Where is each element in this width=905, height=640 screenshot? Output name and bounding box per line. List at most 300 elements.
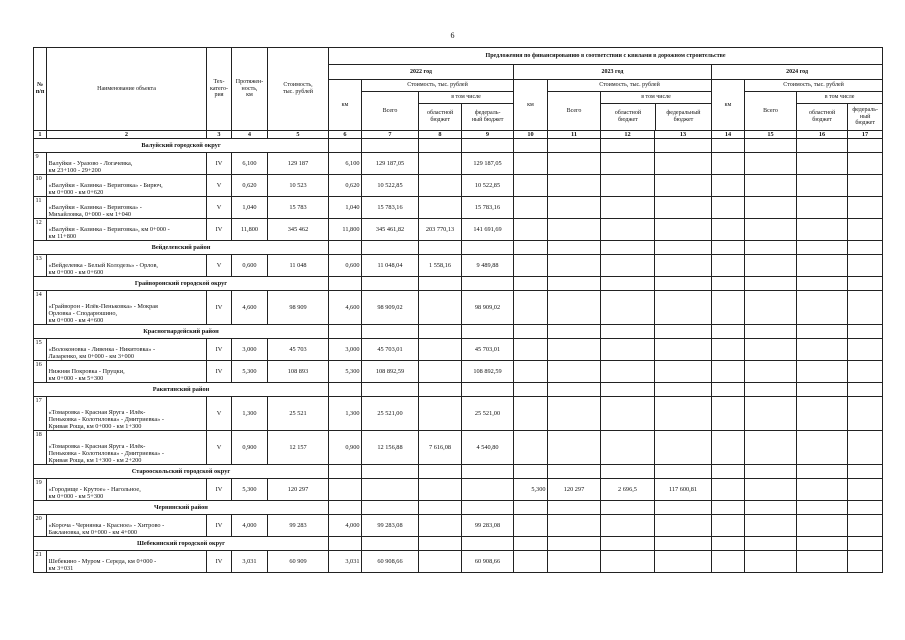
total-2023 bbox=[548, 339, 601, 361]
km-2023 bbox=[514, 197, 548, 219]
region-title: Валуйский городской округ bbox=[34, 139, 329, 153]
empty-cell bbox=[797, 383, 848, 397]
regional-2022 bbox=[419, 361, 462, 383]
total-2023: 120 297 bbox=[548, 479, 601, 501]
total-2023 bbox=[548, 361, 601, 383]
header-km-2022: км bbox=[329, 80, 362, 131]
total-2024 bbox=[745, 197, 797, 219]
empty-cell bbox=[797, 277, 848, 291]
km-2022: 1,040 bbox=[329, 197, 362, 219]
header-category: Тех- катего- рия bbox=[207, 48, 232, 131]
empty-cell bbox=[462, 501, 514, 515]
length-km: 0,600 bbox=[232, 255, 268, 277]
km-2024 bbox=[712, 339, 745, 361]
empty-cell bbox=[329, 139, 362, 153]
column-number: 16 bbox=[797, 131, 848, 139]
object-name: «Валуйки - Казинка - Вериговка», км 0+000 - км 11+800 bbox=[47, 219, 207, 241]
region-row bbox=[34, 241, 883, 255]
empty-cell bbox=[655, 241, 712, 255]
empty-cell bbox=[514, 465, 548, 479]
total-2022: 15 783,16 bbox=[362, 197, 419, 219]
empty-cell bbox=[548, 325, 601, 339]
total-2022: 10 522,85 bbox=[362, 175, 419, 197]
total-2024 bbox=[745, 551, 797, 573]
empty-cell bbox=[848, 277, 883, 291]
tech-category: V bbox=[207, 175, 232, 197]
total-cost: 98 909 bbox=[268, 291, 329, 325]
column-number: 5 bbox=[268, 131, 329, 139]
tech-category: IV bbox=[207, 153, 232, 175]
object-name: «Томаровка - Красная Яруга - Илёк- Пеньковка - Колотиловка» - Дмитриевка» - Кривая Роща, км 1+300 - км 2+200 bbox=[47, 431, 207, 465]
length-km: 6,100 bbox=[232, 153, 268, 175]
header-federal-2022: федераль- ный бюджет bbox=[471, 110, 504, 123]
empty-cell bbox=[548, 501, 601, 515]
km-2023 bbox=[514, 291, 548, 325]
empty-cell bbox=[462, 139, 514, 153]
header-incl-2023 bbox=[601, 92, 712, 131]
financing-table bbox=[33, 47, 883, 573]
object-name: «Валуйки - Казинка - Вериговка» - Михайловка, 0+000 - км 1+040 bbox=[47, 197, 207, 219]
empty-cell bbox=[712, 501, 745, 515]
km-2023 bbox=[514, 515, 548, 537]
empty-cell bbox=[655, 537, 712, 551]
regional-2024 bbox=[797, 197, 848, 219]
table-row bbox=[34, 197, 883, 219]
object-name: «Короча - Чернянка - Красное» - Хитрово - Баклановка, км 0+000 - км 4+000 bbox=[47, 515, 207, 537]
regional-2024 bbox=[797, 291, 848, 325]
km-2024 bbox=[712, 479, 745, 501]
empty-cell bbox=[419, 501, 462, 515]
regional-2024 bbox=[797, 175, 848, 197]
empty-cell bbox=[329, 383, 362, 397]
total-2022: 45 703,01 bbox=[362, 339, 419, 361]
federal-2022: 15 783,16 bbox=[462, 197, 514, 219]
federal-2024 bbox=[848, 197, 883, 219]
regional-2023 bbox=[601, 197, 655, 219]
total-cost: 45 703 bbox=[268, 339, 329, 361]
empty-cell bbox=[745, 465, 797, 479]
length-km: 3,031 bbox=[232, 551, 268, 573]
total-2024 bbox=[745, 361, 797, 383]
header-km-2023: км bbox=[514, 80, 548, 131]
federal-2023 bbox=[655, 397, 712, 431]
federal-2024 bbox=[848, 291, 883, 325]
object-name: Нижняя Покровка - Пруцки, км 0+000 - км 5+300 bbox=[47, 361, 207, 383]
total-2022: 108 892,59 bbox=[362, 361, 419, 383]
total-2022: 345 461,82 bbox=[362, 219, 419, 241]
empty-cell bbox=[712, 241, 745, 255]
header-regional-2024: областной бюджет bbox=[797, 104, 848, 130]
table-row bbox=[34, 339, 883, 361]
column-number: 10 bbox=[514, 131, 548, 139]
object-name: Шебекино - Муром - Середа, км 0+000 - км 3+031 bbox=[47, 551, 207, 573]
object-name: Валуйки - Уразово - Логачевка, км 23+100 - 29+200 bbox=[47, 153, 207, 175]
federal-2023 bbox=[655, 291, 712, 325]
row-number: 17 bbox=[34, 397, 47, 431]
row-number: 18 bbox=[34, 431, 47, 465]
regional-2022 bbox=[419, 197, 462, 219]
header-year-2024: 2024 год bbox=[712, 65, 883, 80]
header-year-2023: 2023 год bbox=[514, 65, 712, 80]
region-title: Чернянский район bbox=[34, 501, 329, 515]
table-row bbox=[34, 515, 883, 537]
row-number: 20 bbox=[34, 515, 47, 537]
regional-2022 bbox=[419, 397, 462, 431]
federal-2024 bbox=[848, 515, 883, 537]
empty-cell bbox=[362, 325, 419, 339]
federal-2023 bbox=[655, 197, 712, 219]
km-2024 bbox=[712, 515, 745, 537]
regional-2022 bbox=[419, 515, 462, 537]
regional-2024 bbox=[797, 479, 848, 501]
empty-cell bbox=[514, 241, 548, 255]
tech-category: V bbox=[207, 197, 232, 219]
length-km: 0,620 bbox=[232, 175, 268, 197]
empty-cell bbox=[419, 465, 462, 479]
regional-2022 bbox=[419, 291, 462, 325]
total-2023 bbox=[548, 255, 601, 277]
tech-category: IV bbox=[207, 219, 232, 241]
km-2024 bbox=[712, 291, 745, 325]
empty-cell bbox=[601, 241, 655, 255]
federal-2022: 4 540,80 bbox=[462, 431, 514, 465]
table-row bbox=[34, 255, 883, 277]
row-number: 9 bbox=[34, 153, 47, 175]
empty-cell bbox=[601, 501, 655, 515]
km-2023 bbox=[514, 361, 548, 383]
total-cost: 60 909 bbox=[268, 551, 329, 573]
regional-2023 bbox=[601, 175, 655, 197]
empty-cell bbox=[362, 241, 419, 255]
km-2023 bbox=[514, 397, 548, 431]
length-km: 3,000 bbox=[232, 339, 268, 361]
km-2024 bbox=[712, 397, 745, 431]
federal-2023 bbox=[655, 515, 712, 537]
row-number: 13 bbox=[34, 255, 47, 277]
object-name: «Валуйки - Казинка - Вериговка» - Бирюч, км 0+000 - км 0+620 bbox=[47, 175, 207, 197]
total-2022: 129 187,05 bbox=[362, 153, 419, 175]
federal-2024 bbox=[848, 219, 883, 241]
region-title: Шебекинский городской округ bbox=[34, 537, 329, 551]
empty-cell bbox=[362, 501, 419, 515]
federal-2023 bbox=[655, 339, 712, 361]
regional-2024 bbox=[797, 219, 848, 241]
table-row bbox=[34, 291, 883, 325]
federal-2024 bbox=[848, 431, 883, 465]
empty-cell bbox=[601, 465, 655, 479]
empty-cell bbox=[848, 537, 883, 551]
tech-category: IV bbox=[207, 361, 232, 383]
empty-cell bbox=[329, 501, 362, 515]
total-2024 bbox=[745, 153, 797, 175]
regional-2023 bbox=[601, 255, 655, 277]
column-number: 4 bbox=[232, 131, 268, 139]
federal-2022: 25 521,00 bbox=[462, 397, 514, 431]
regional-2023 bbox=[601, 153, 655, 175]
empty-cell bbox=[419, 325, 462, 339]
empty-cell bbox=[655, 277, 712, 291]
table-row bbox=[34, 175, 883, 197]
empty-cell bbox=[797, 501, 848, 515]
km-2022: 11,800 bbox=[329, 219, 362, 241]
km-2022: 5,300 bbox=[329, 361, 362, 383]
regional-2024 bbox=[797, 431, 848, 465]
length-km: 5,300 bbox=[232, 479, 268, 501]
region-row bbox=[34, 139, 883, 153]
tech-category: V bbox=[207, 431, 232, 465]
federal-2023 bbox=[655, 219, 712, 241]
federal-2023: 117 600,81 bbox=[655, 479, 712, 501]
header-including-2024: в том числе bbox=[797, 92, 882, 104]
empty-cell bbox=[548, 277, 601, 291]
regional-2022 bbox=[419, 175, 462, 197]
empty-cell bbox=[419, 383, 462, 397]
length-km: 4,600 bbox=[232, 291, 268, 325]
empty-cell bbox=[548, 465, 601, 479]
empty-cell bbox=[548, 383, 601, 397]
row-number: 10 bbox=[34, 175, 47, 197]
length-km: 0,900 bbox=[232, 431, 268, 465]
total-cost: 129 187 bbox=[268, 153, 329, 175]
empty-cell bbox=[329, 241, 362, 255]
header-regional-2022: областной бюджет bbox=[419, 104, 462, 130]
km-2024 bbox=[712, 197, 745, 219]
header-cost-2022: Стоимость, тыс. рублей bbox=[362, 80, 514, 92]
empty-cell bbox=[462, 325, 514, 339]
empty-cell bbox=[548, 241, 601, 255]
empty-cell bbox=[848, 501, 883, 515]
empty-cell bbox=[462, 241, 514, 255]
object-name: «Волоконовка - Ливенка - Никитовка» - Лазаренко, км 0+000 - км 3+000 bbox=[47, 339, 207, 361]
header-proposals: Предложения по финансированию в соответствии с квилами в дорожном строительстве bbox=[329, 48, 883, 65]
km-2022: 6,100 bbox=[329, 153, 362, 175]
empty-cell bbox=[655, 325, 712, 339]
km-2024 bbox=[712, 255, 745, 277]
federal-2024 bbox=[848, 153, 883, 175]
empty-cell bbox=[514, 325, 548, 339]
empty-cell bbox=[712, 325, 745, 339]
total-cost: 11 048 bbox=[268, 255, 329, 277]
row-number: 16 bbox=[34, 361, 47, 383]
km-2022: 3,031 bbox=[329, 551, 362, 573]
row-number: 14 bbox=[34, 291, 47, 325]
header-including-2022: в том числе bbox=[419, 92, 513, 104]
length-km: 11,800 bbox=[232, 219, 268, 241]
regional-2024 bbox=[797, 397, 848, 431]
empty-cell bbox=[797, 537, 848, 551]
regional-2024 bbox=[797, 551, 848, 573]
regional-2022 bbox=[419, 551, 462, 573]
empty-cell bbox=[745, 383, 797, 397]
length-km: 1,040 bbox=[232, 197, 268, 219]
total-cost: 108 893 bbox=[268, 361, 329, 383]
total-cost: 15 783 bbox=[268, 197, 329, 219]
total-2024 bbox=[745, 431, 797, 465]
empty-cell bbox=[362, 465, 419, 479]
federal-2024 bbox=[848, 361, 883, 383]
empty-cell bbox=[514, 537, 548, 551]
km-2023 bbox=[514, 219, 548, 241]
federal-2024 bbox=[848, 397, 883, 431]
empty-cell bbox=[797, 325, 848, 339]
empty-cell bbox=[362, 383, 419, 397]
tech-category: IV bbox=[207, 515, 232, 537]
total-2022: 99 283,08 bbox=[362, 515, 419, 537]
federal-2023 bbox=[655, 153, 712, 175]
empty-cell bbox=[548, 139, 601, 153]
column-number: 11 bbox=[548, 131, 601, 139]
empty-cell bbox=[655, 501, 712, 515]
regional-2022: 7 616,08 bbox=[419, 431, 462, 465]
column-number-row bbox=[34, 131, 883, 139]
total-2022: 98 909,02 bbox=[362, 291, 419, 325]
row-number: 11 bbox=[34, 197, 47, 219]
regional-2022: 1 558,16 bbox=[419, 255, 462, 277]
table-row bbox=[34, 397, 883, 431]
table-row bbox=[34, 431, 883, 465]
regional-2023 bbox=[601, 397, 655, 431]
regional-2024 bbox=[797, 515, 848, 537]
federal-2024 bbox=[848, 339, 883, 361]
empty-cell bbox=[848, 139, 883, 153]
regional-2023 bbox=[601, 431, 655, 465]
table-row bbox=[34, 551, 883, 573]
empty-cell bbox=[601, 277, 655, 291]
empty-cell bbox=[745, 241, 797, 255]
km-2024 bbox=[712, 219, 745, 241]
region-title: Красногвардейский район bbox=[34, 325, 329, 339]
header-federal-2023: федеральный бюджет bbox=[666, 110, 701, 123]
empty-cell bbox=[601, 139, 655, 153]
empty-cell bbox=[462, 537, 514, 551]
km-2022: 0,600 bbox=[329, 255, 362, 277]
total-2022: 12 156,88 bbox=[362, 431, 419, 465]
column-number: 7 bbox=[362, 131, 419, 139]
km-2024 bbox=[712, 431, 745, 465]
km-2024 bbox=[712, 551, 745, 573]
federal-2022 bbox=[462, 479, 514, 501]
total-cost: 120 297 bbox=[268, 479, 329, 501]
federal-2024 bbox=[848, 175, 883, 197]
km-2022: 3,000 bbox=[329, 339, 362, 361]
empty-cell bbox=[329, 325, 362, 339]
km-2023 bbox=[514, 255, 548, 277]
header-cost-2024: Стоимость, тыс. рублей bbox=[745, 80, 883, 92]
federal-2022: 99 283,08 bbox=[462, 515, 514, 537]
column-number: 9 bbox=[462, 131, 514, 139]
page-number: 6 bbox=[450, 31, 455, 40]
regional-2022 bbox=[419, 339, 462, 361]
km-2022: 1,300 bbox=[329, 397, 362, 431]
empty-cell bbox=[745, 139, 797, 153]
column-number: 3 bbox=[207, 131, 232, 139]
federal-2022: 60 908,66 bbox=[462, 551, 514, 573]
federal-2024 bbox=[848, 255, 883, 277]
object-name: «Городище - Крутое» - Нагольное, км 0+000 - км 5+300 bbox=[47, 479, 207, 501]
empty-cell bbox=[848, 383, 883, 397]
total-2023 bbox=[548, 153, 601, 175]
empty-cell bbox=[362, 139, 419, 153]
km-2024 bbox=[712, 175, 745, 197]
total-2023 bbox=[548, 397, 601, 431]
empty-cell bbox=[419, 277, 462, 291]
total-2022: 60 908,66 bbox=[362, 551, 419, 573]
total-2023 bbox=[548, 219, 601, 241]
km-2022 bbox=[329, 479, 362, 501]
total-cost: 12 157 bbox=[268, 431, 329, 465]
tech-category: IV bbox=[207, 291, 232, 325]
header-total-2024: Всего bbox=[745, 92, 797, 131]
tech-category: IV bbox=[207, 339, 232, 361]
empty-cell bbox=[601, 383, 655, 397]
tech-category: V bbox=[207, 397, 232, 431]
empty-cell bbox=[514, 383, 548, 397]
empty-cell bbox=[848, 241, 883, 255]
tech-category: IV bbox=[207, 479, 232, 501]
total-cost: 99 283 bbox=[268, 515, 329, 537]
header-year-2022: 2022 год bbox=[329, 65, 514, 80]
km-2022: 0,900 bbox=[329, 431, 362, 465]
empty-cell bbox=[797, 139, 848, 153]
empty-cell bbox=[655, 465, 712, 479]
total-2022: 25 521,00 bbox=[362, 397, 419, 431]
federal-2023 bbox=[655, 255, 712, 277]
total-2024 bbox=[745, 291, 797, 325]
empty-cell bbox=[419, 537, 462, 551]
header-km-2024: км bbox=[712, 80, 745, 131]
empty-cell bbox=[548, 537, 601, 551]
table-row bbox=[34, 153, 883, 175]
federal-2023 bbox=[655, 175, 712, 197]
length-km: 4,000 bbox=[232, 515, 268, 537]
km-2023 bbox=[514, 431, 548, 465]
regional-2022 bbox=[419, 153, 462, 175]
object-name: «Вейделевка - Белый Колодезь» - Орлов, км 0+000 - км 0+600 bbox=[47, 255, 207, 277]
empty-cell bbox=[745, 537, 797, 551]
empty-cell bbox=[462, 465, 514, 479]
empty-cell bbox=[797, 241, 848, 255]
regional-2024 bbox=[797, 339, 848, 361]
column-number: 17 bbox=[848, 131, 883, 139]
row-number: 12 bbox=[34, 219, 47, 241]
column-number: 8 bbox=[419, 131, 462, 139]
row-number: 21 bbox=[34, 551, 47, 573]
federal-2022: 10 522,85 bbox=[462, 175, 514, 197]
empty-cell bbox=[797, 465, 848, 479]
total-2024 bbox=[745, 339, 797, 361]
total-2024 bbox=[745, 219, 797, 241]
total-2023 bbox=[548, 515, 601, 537]
km-2023 bbox=[514, 175, 548, 197]
regional-2024 bbox=[797, 255, 848, 277]
empty-cell bbox=[712, 537, 745, 551]
empty-cell bbox=[514, 501, 548, 515]
empty-cell bbox=[514, 277, 548, 291]
empty-cell bbox=[329, 465, 362, 479]
region-row bbox=[34, 465, 883, 479]
region-row bbox=[34, 501, 883, 515]
empty-cell bbox=[745, 277, 797, 291]
empty-cell bbox=[329, 277, 362, 291]
column-number: 14 bbox=[712, 131, 745, 139]
total-2023 bbox=[548, 197, 601, 219]
object-name: «Томаровка - Красная Яруга - Илёк- Пеньковка - Колотиловка» - Дмитриевка» - Кривая Роща, км 0+000 - км 1+300 bbox=[47, 397, 207, 431]
regional-2023 bbox=[601, 515, 655, 537]
empty-cell bbox=[462, 383, 514, 397]
total-2024 bbox=[745, 255, 797, 277]
empty-cell bbox=[601, 537, 655, 551]
empty-cell bbox=[712, 277, 745, 291]
